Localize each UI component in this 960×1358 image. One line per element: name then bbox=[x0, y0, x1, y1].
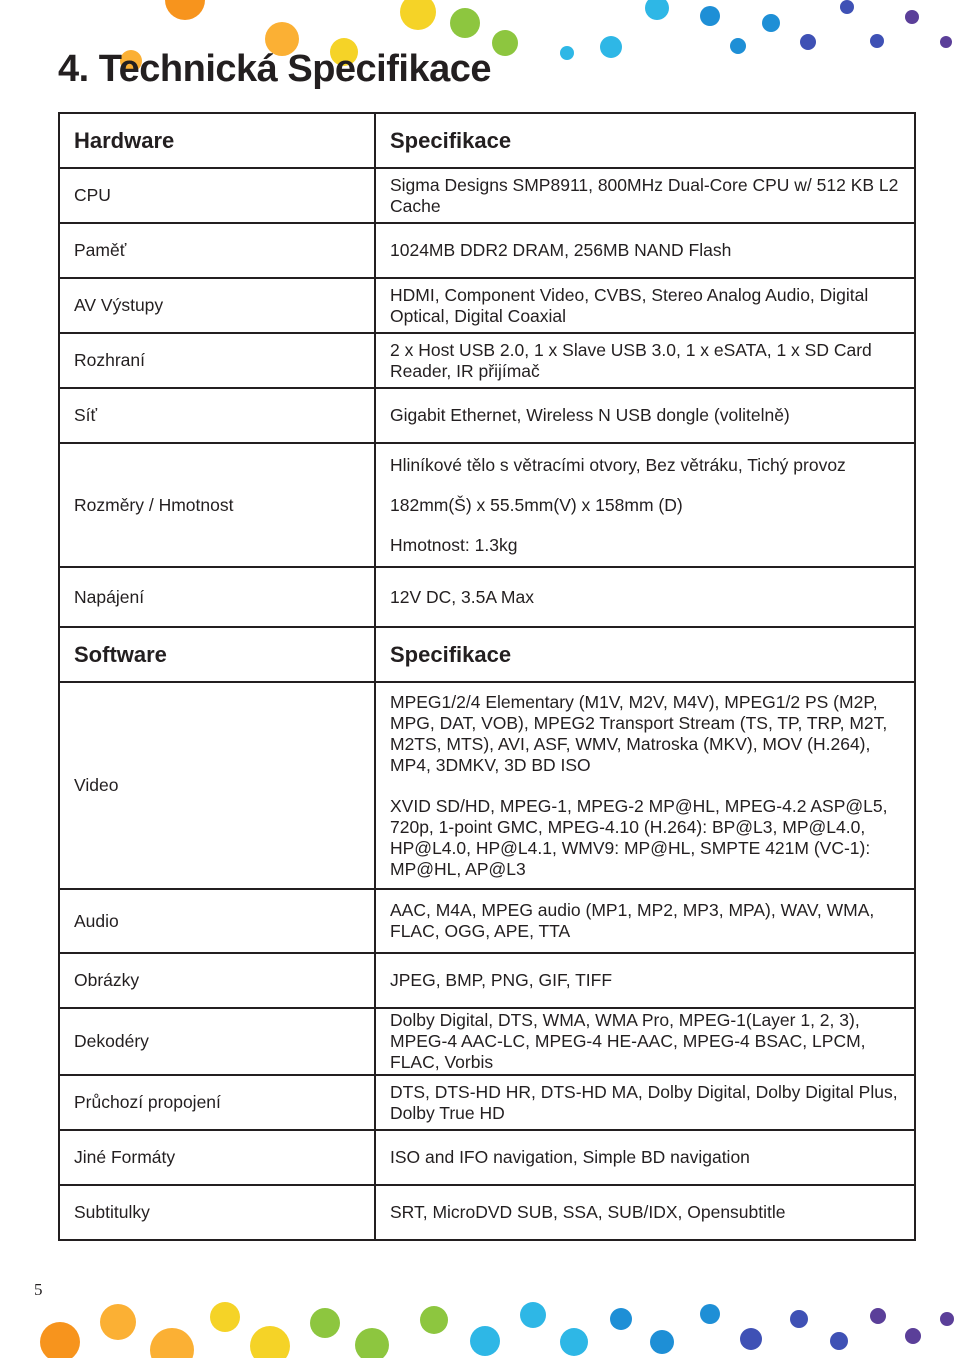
row-label: Napájení bbox=[59, 567, 375, 627]
decorative-dot bbox=[840, 0, 854, 14]
value-line: 12V DC, 3.5A Max bbox=[390, 586, 534, 607]
spec-table bbox=[58, 112, 916, 1241]
row-label: AV Výstupy bbox=[59, 278, 375, 333]
decorative-dot bbox=[210, 1302, 240, 1332]
value-line: Hliníkové tělo s větracími otvory, Bez větráku, Tichý provoz bbox=[390, 455, 846, 475]
value-line: ISO and IFO navigation, Simple BD navigation bbox=[390, 1147, 750, 1167]
row-label: Rozměry / Hmotnost bbox=[59, 443, 375, 567]
decorative-dot bbox=[355, 1328, 389, 1358]
table-row bbox=[59, 333, 915, 388]
row-value bbox=[375, 953, 915, 1008]
table-row bbox=[59, 567, 915, 627]
row-label: Průchozí propojení bbox=[59, 1075, 375, 1130]
decorative-dot bbox=[40, 1322, 80, 1358]
table-row bbox=[59, 1185, 915, 1240]
decorative-dot bbox=[420, 1306, 448, 1334]
value-line: DTS, DTS-HD HR, DTS-HD MA, Dolby Digital, Dolby Digital Plus, bbox=[390, 1081, 898, 1102]
decorative-dot bbox=[830, 1332, 848, 1350]
decorative-dot bbox=[600, 36, 622, 58]
value-line: HDMI, Component Video, CVBS, Stereo Analog Audio, Digital bbox=[390, 284, 869, 305]
row-value bbox=[375, 443, 915, 567]
decorative-dot bbox=[650, 1330, 674, 1354]
value-line: Hmotnost: 1.3kg bbox=[390, 535, 518, 555]
decorative-dot bbox=[250, 1326, 290, 1358]
row-value bbox=[375, 682, 915, 889]
row-value bbox=[375, 1008, 915, 1075]
value-line: Dolby Digital, DTS, WMA, WMA Pro, MPEG-1(Layer 1, 2, 3), bbox=[390, 1010, 860, 1030]
row-value bbox=[375, 388, 915, 443]
decorative-dot bbox=[700, 6, 720, 26]
row-label: Audio bbox=[59, 889, 375, 953]
value-line: Sigma Designs SMP8911, 800MHz Dual-Core CPU w/ 512 KB L2 bbox=[390, 174, 899, 195]
decorative-dot bbox=[940, 1312, 954, 1326]
value-line: AAC, M4A, MPEG audio (MP1, MP2, MP3, MPA), WAV, WMA, bbox=[390, 900, 875, 920]
row-label: Rozhraní bbox=[59, 333, 375, 388]
table-row bbox=[59, 168, 915, 223]
software-heading: Software bbox=[59, 627, 375, 682]
table-row bbox=[59, 1008, 915, 1075]
table-row bbox=[59, 443, 915, 567]
value-line: JPEG, BMP, PNG, GIF, TIFF bbox=[390, 970, 613, 990]
table-row bbox=[59, 889, 915, 953]
decorative-dot bbox=[520, 1302, 546, 1328]
row-label: Jiné Formáty bbox=[59, 1130, 375, 1185]
row-label: Dekodéry bbox=[59, 1008, 375, 1075]
decorative-dot bbox=[870, 34, 884, 48]
value-line: Cache bbox=[390, 195, 441, 216]
decorative-dot bbox=[492, 30, 518, 56]
software-spec-heading: Specifikace bbox=[375, 627, 915, 682]
hardware-heading: Hardware bbox=[59, 113, 375, 168]
decorative-dot bbox=[905, 1328, 921, 1344]
decorative-dot bbox=[470, 1326, 500, 1356]
row-value bbox=[375, 889, 915, 953]
decorative-dot bbox=[150, 1328, 194, 1358]
hardware-spec-heading: Specifikace bbox=[375, 113, 915, 168]
value-line: Dolby True HD bbox=[390, 1102, 505, 1123]
value-line: FLAC, OGG, APE, TTA bbox=[390, 921, 571, 941]
decorative-dot bbox=[560, 1328, 588, 1356]
table-row bbox=[59, 1130, 915, 1185]
value-line: 720p, 1-point GMC, MPEG-4.10 (H.264): BP@L3, MP@L4.0, bbox=[390, 816, 866, 837]
row-value bbox=[375, 1130, 915, 1185]
value-line: 182mm(Š) x 55.5mm(V) x 158mm (D) bbox=[390, 495, 683, 515]
page-number: 5 bbox=[34, 1280, 43, 1299]
value-line: XVID SD/HD, MPEG-1, MPEG-2 MP@HL, MPEG-4.2 ASP@L5, bbox=[390, 795, 888, 816]
value-line: 1024MB DDR2 DRAM, 256MB NAND Flash bbox=[390, 240, 732, 260]
decorative-dot bbox=[450, 8, 480, 38]
decorative-dot bbox=[940, 36, 952, 48]
value-line: MPG, DAT, VOB), MPEG2 Transport Stream (TS, TP, TRP, M2T, bbox=[390, 712, 888, 733]
row-value bbox=[375, 567, 915, 627]
decorative-dot bbox=[560, 46, 574, 60]
table-row bbox=[59, 388, 915, 443]
table-row bbox=[59, 953, 915, 1008]
row-value bbox=[375, 168, 915, 223]
row-label: Video bbox=[59, 682, 375, 889]
table-row bbox=[59, 1075, 915, 1130]
value-line: MPEG1/2/4 Elementary (M1V, M2V, M4V), MPEG1/2 PS (M2P, bbox=[390, 691, 878, 712]
decorative-dot bbox=[800, 34, 816, 50]
decorative-dot bbox=[100, 1304, 136, 1340]
value-line: HP@L4.0, HP@L4.1, WMV9: MP@HL, SMPTE 421M (VC-1): bbox=[390, 837, 871, 858]
decorative-dot bbox=[700, 1304, 720, 1324]
row-label: CPU bbox=[59, 168, 375, 223]
value-line: SRT, MicroDVD SUB, SSA, SUB/IDX, Opensubtitle bbox=[390, 1202, 786, 1222]
row-value bbox=[375, 278, 915, 333]
table-row bbox=[59, 682, 915, 889]
decorative-dot bbox=[165, 0, 205, 20]
decorative-dot bbox=[730, 38, 746, 54]
row-label: Paměť bbox=[59, 223, 375, 278]
hardware-header-row bbox=[59, 113, 915, 168]
value-line: MP@HL, AP@L3 bbox=[390, 858, 526, 879]
row-value bbox=[375, 333, 915, 388]
row-label: Subtitulky bbox=[59, 1185, 375, 1240]
row-value bbox=[375, 1075, 915, 1130]
decorative-dot bbox=[905, 10, 919, 24]
value-line: FLAC, Vorbis bbox=[390, 1052, 494, 1072]
row-value bbox=[375, 1185, 915, 1240]
row-label: Síť bbox=[59, 388, 375, 443]
table-row bbox=[59, 278, 915, 333]
decorative-dot bbox=[610, 1308, 632, 1330]
value-line: MPEG-4 AAC-LC, MPEG-4 HE-AAC, MPEG-4 BSAC, LPCM, bbox=[390, 1031, 866, 1051]
decorative-dot bbox=[790, 1310, 808, 1328]
decorative-dot bbox=[400, 0, 436, 30]
page-title: 4. Technická Specifikace bbox=[58, 48, 491, 90]
value-line: Optical, Digital Coaxial bbox=[390, 305, 567, 326]
row-value bbox=[375, 223, 915, 278]
decorative-dot bbox=[762, 14, 780, 32]
value-line: Reader, IR přijímač bbox=[390, 360, 540, 381]
value-line: 2 x Host USB 2.0, 1 x Slave USB 3.0, 1 x eSATA, 1 x SD Card bbox=[390, 339, 872, 360]
table-row bbox=[59, 223, 915, 278]
decorative-dots-bottom bbox=[0, 1298, 960, 1358]
decorative-dot bbox=[310, 1308, 340, 1338]
value-line: Gigabit Ethernet, Wireless N USB dongle (volitelně) bbox=[390, 405, 790, 425]
value-line: MP4, 3DMKV, 3D BD ISO bbox=[390, 754, 591, 775]
value-line: M2TS, MTS), AVI, ASF, WMV, Matroska (MKV), MOV (H.264), bbox=[390, 733, 871, 754]
decorative-dot bbox=[645, 0, 669, 20]
software-header-row bbox=[59, 627, 915, 682]
decorative-dot bbox=[740, 1328, 762, 1350]
decorative-dot bbox=[870, 1308, 886, 1324]
row-label: Obrázky bbox=[59, 953, 375, 1008]
